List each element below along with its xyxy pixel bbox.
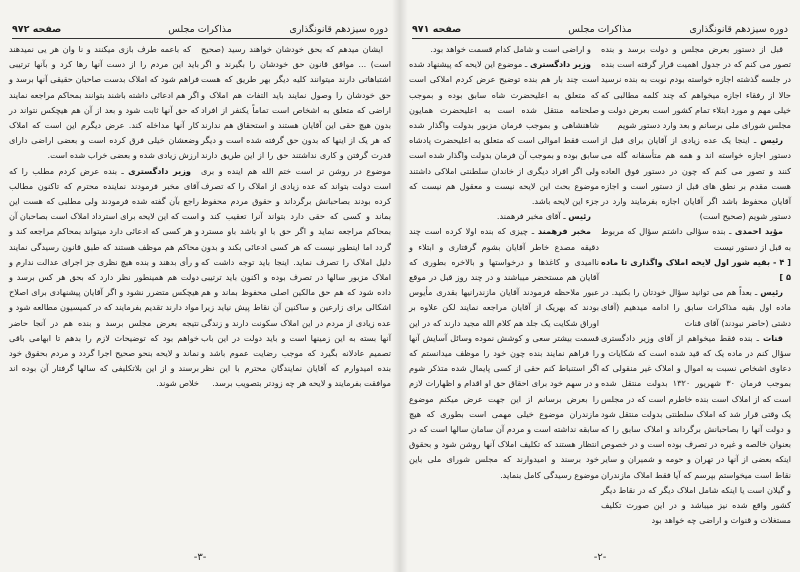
paragraph-text: و اراضی است و شامل کدام قسمت خواهد بود. (430, 44, 591, 54)
speaker-name: رئیس (760, 135, 783, 146)
paragraph-text: چیزی که بنده اولا کرده است چند دقیقه مصدع خاطر آقایان بشوم گرفتاری و ابتلاء و ناامیدی و کاغذها و درخواستها و بالاخره بطوری که آقایان هم مستحضر میباشند و در چند روز قبل در موقع عبور ملاحظه فرمودند آقایان مازندرانیها بقدری مأیوس بودند که بهریک از آقایان مراجعه نمایند لکن علاوه بر اوراق شکایت یک جلد هم کلام الله مجید دارند که در این قسمت بیشتر سعی و کوشش نموده وسائل آسایش آنها را فراهم نمایند بنده چون خود را موظف میدانستم که اگر استنباط کنم حقی از کسی پایمال شده متذکر شوم و در سهم خود برای احقاق حق او اقدام و اظهارات لازم را بعرض برسانم از این جهت عرض میکنم موضوع مازندران موضوع خیلی مهمی است بطوری که هیچ سابقه نداشته است و مردم آن سامان سالها است که در انتظار هستند که تکلیف املاک آنها روشن شود و بحقوق خود برسند و امیدوارند که مجلس شورای ملی باین موضوع رسیدگی کامل بنماید. (409, 226, 599, 480)
paragraph-text: که باعمه طرف بازی میکنند و نا وان هر یی نمیدهند باید این مردم را از دست آنها رها کرد و بآنها ترتیبی فراهم شود که املاک بدست صاحبان حقیقی آنها برسد و اگر هم ادعائی داشته باشند بتوانند بمحاکم مراجعه نمایند که حق آنها ثابت شود و بعد از آن هم هیچکس نتواند در کار آنها مداخله کند. عرض دیگرم این است که املاک وضعشان خیلی فرق کرده است و بعضی اراضی دارای ارزش زیادی شده و بعضی خراب شده است. (9, 44, 199, 161)
page-header (12, 24, 388, 39)
paragraph-text: موضوع این لایحه که پیشنهاد شده است چند بار هم بنده توضیح عرض کردم املاکی است که متعلق به اعلیحضرت شاه سابق بوده و بموجب صلحنامه منتقل شده است به اعلیحضرت همایون شاهنشاهی و بموجب فرمان مزبور بدولت واگذار شده است فقط اموالی است که متعلق به اعلیحضرت پادشاه سابق بوده و بموجب آن فرمان بدولت واگذار شده است ولی اگر افراد دیگری از خاندان سلطنتی املاکی داشتند موضوع بحث این لایحه نیست و معقول هم نیست که جزء این لایحه باشد. (409, 59, 599, 207)
page-971 (400, 0, 800, 572)
paragraph: رئیس ـ اینجا یک عده زیادی از آقایان برای قبل از دستور اجازه خواسته اند و همه هم متأسفانه گله می کنند و تصور می کنم که چون در دستور فوق العاده هست مقدم بر نطق های قبل از دستور است و اجازه آقایان محفوظ باشد اگر آقایان اجازه بفرمایند وارد در دستور شویم (صحیح است) (601, 135, 791, 222)
paragraph-text: آقای مخبر فرهمند. (496, 211, 561, 222)
running-title: مذاکرات مجلس (568, 24, 632, 35)
paragraph: وزیر دادگستری ـ موضوع این لایحه که پیشنهاد شده است چند بار هم بنده توضیح عرض کردم املاکی است که متعلق به اعلیحضرت شاه سابق بوده و بموجب صلحنامه منتقل شده است به اعلیحضرت همایون شاهنشاهی و بموجب فرمان مزبور بدولت واگذار شده است فقط اموالی است که متعلق به اعلیحضرت پادشاه سابق بوده و بموجب آن فرمان بدولت واگذار شده است ولی اگر افراد دیگری از خاندان سلطنتی املاکی داشتند موضوع بحث این لایحه نیست و معقول هم نیست که جزء این لایحه باشد. (409, 59, 599, 207)
speaker-name: وزیر دادگستری (529, 59, 592, 70)
paragraph: وزیر دادگستری ـ بنده عرض کردم مطلب را که آقای مخبر فرمودند نماینده محترم که تاکنون مطالب راجع بآن گفته شده فرمودند ولی مطلبی که هست این است که این لایحه برای استرداد املاک است بصاحبان آن و هر کسی که ادعائی دارد میتواند بمحاکم مراجعه کند و محاکم هم موظف هستند که طبق قانون رسیدگی نمایند و رأی بدهند و بنده هیچ نظری جز اجرای عدالت ندارم و دولت هم همینطور نظر دارد که بحق هر کس برسد و هیچکس متضرر نشود و اگر آقایان پیشنهادی برای اصلاح مواد دارند تقدیم بفرمایند که در کمیسیون مطالعه شود و نتیجه بعرض مجلس برسد و بنده هم در آنجا حاضر خواهم بود که توضیحات لازم را بدهم تا ابهامی باقی نماند و لایحه بنحو صحیح اجرا گردد و مردم بحقوق خود برسند و از این بلاتکلیفی که سالها گرفتار آن بوده اند خلاص شوند. (9, 165, 199, 389)
paragraph-text: بنده سؤالی داشتم سؤال که مربوط به قبل از دستور نیست (601, 226, 791, 252)
speaker-name: مؤید احمدی (734, 226, 783, 237)
paragraph-text: بنده فقط میخواهم از آقای وزیر دادگستری سؤال کنم در ماده یک که قید شده است که شکایات و دعاوی اشخاص نسبت به اموال و املاک غیر منقولی که بموجب فرمان ۳۰ شهریور ۱۳۲۰ بدولت منتقل شده است که از املاک است بنده خاطرم است که در مجلس یک وقتی قرار شد که املاک سلطنتی بدولت منتقل شود و دولت آنها را بصاحبانش برگرداند و املاک سابق را که بعنوان خالصه و غیره در تصرف بوده است و در خصوص اینکه بعضی از آنها در تهران و حومه و شمیران و سایر نقاط است میخواستم بپرسم که آیا فقط املاک مازندران و گیلان است یا اینکه شامل املاک دیگر که در نقاط دیگر کشور واقع شده نیز میباشد و در این صورت تکلیف مستغلات و قنوات و اراضی چه خواهد بود (601, 332, 791, 526)
page-number: صفحه ۹۷۱ (412, 24, 462, 35)
period-label: دوره سیزدهم قانونگذاری (689, 24, 788, 35)
running-title: مذاکرات مجلس (168, 24, 232, 35)
paragraph: مخبر فرهمند ـ چیزی که بنده اولا کرده است چند دقیقه مصدع خاطر آقایان بشوم گرفتاری و ابتلاء و ناامیدی و کاغذها و درخواستها و بالاخره بطوری که آقایان هم مستحضر میباشند و در چند روز قبل در موقع عبور ملاحظه فرمودند آقایان مازندرانیها بقدری مأیوس بودند که بهریک از آقایان مراجعه نمایند لکن علاوه بر اوراق شکایت یک جلد هم کلام الله مجید دارند که در این قسمت بیشتر سعی و کوشش نموده وسائل آسایش آنها را فراهم نمایند بنده چون خود را موظف میدانستم که اگر استنباط کنم حقی از کسی پایمال شده متذکر شوم و در سهم خود برای احقاق حق او اقدام و اظهارات لازم را بعرض برسانم از این جهت عرض میکنم موضوع مازندران موضوع خیلی مهمی است بطوری که هیچ سابقه نداشته است و مردم آن سامان سالها است که در انتظار هستند که تکلیف املاک آنها روشن شود و بحقوق خود برسند و امیدوارند که مجلس شورای ملی باین موضوع رسیدگی کامل بنماید. (409, 226, 599, 480)
book-gutter (392, 0, 408, 572)
speaker-name: رئیس (568, 211, 591, 222)
speaker-name: مخبر فرهمند (537, 226, 592, 237)
paragraph: رئیس ـ آقای مخبر فرهمند. (496, 211, 591, 222)
paragraph-text: بعداً هم می توانید سؤال خودتان را بکنید. در ماده اول بقیه مذاکرات سابق را ادامه میدهیم (آقای دشتی (حاضر نبودند) آقای قنات (601, 287, 791, 328)
paragraph: قنات ـ بنده فقط میخواهم از آقای وزیر دادگستری سؤال کنم در ماده یک که قید شده است که شکایات و دعاوی اشخاص نسبت به اموال و املاک غیر منقولی که بموجب فرمان ۳۰ شهریور ۱۳۲۰ بدولت منتقل شده است که از املاک است بنده خاطرم است که در مجلس یک وقتی قرار شد که املاک سلطنتی بدولت منتقل شود و دولت آنها را بصاحبانش برگرداند و املاک سابق را که بعنوان خالصه و غیره در تصرف بوده است و در خصوص اینکه بعضی از آنها در تهران و حومه و شمیران و سایر نقاط است میخواستم بپرسم که آیا فقط املاک مازندران و گیلان است یا اینکه شامل املاک دیگر که در نقاط دیگر کشور واقع شده نیز میباشد و در این صورت تکلیف مستغلات و قنوات و اراضی چه خواهد بود (601, 332, 791, 526)
paragraph (201, 42, 391, 392)
paragraph-text: اینجا یک عده زیادی از آقایان برای قبل از دستور اجازه خواسته اند و همه هم متأسفانه گله می کنند و تصور می کنم که چون در دستور فوق العاده هست مقدم بر نطق های قبل از دستور است و اجازه آقایان محفوظ باشد اگر آقایان اجازه بفرمایند وارد در دستور شویم (صحیح است) (601, 135, 791, 222)
paragraph (601, 42, 791, 133)
page-footer-number: -۳- (193, 552, 207, 563)
paragraph-text: قبل از دستور بعرض مجلس و دولت برسد و بنده تصور می کنم که در جدول اهمیت قرار گرفته است بنده در جلسه گذشته اجازه خواسته بودم نوبت به بنده نرسید حالا از رفقاء اجازه میخواهم که چند کلمه مطالبی که خیلی مهم و مورد ابتلاء تمام کشور است بعرض دولت و مجلس شورای ملی برسانم و بعد وارد دستور شویم (601, 44, 791, 131)
paragraph: مؤید احمدی ـ بنده سؤالی داشتم سؤال که مربوط به قبل از دستور نیست (601, 226, 791, 252)
text-column-right (201, 42, 391, 392)
page-number: صفحه ۹۷۲ (12, 24, 62, 35)
speaker-name: رئیس (760, 287, 784, 298)
paragraph (409, 42, 599, 57)
section-heading (601, 255, 791, 285)
page-header (412, 24, 788, 39)
text-column-left (409, 42, 599, 483)
paragraph: رئیس ـ بعداً هم می توانید سؤال خودتان را بکنید. در ماده اول بقیه مذاکرات سابق را ادامه میدهیم (آقای دشتی (حاضر نبودند) آقای قنات (601, 287, 791, 328)
paragraph-text: [ ۴ - بقیه شور اول لایحه املاک واگذاری تا ماده ۵ ] (601, 256, 791, 283)
speaker-name: قنات (762, 332, 783, 343)
paragraph-text: بنده عرض کردم مطلب را که آقای مخبر فرمودند نماینده محترم که تاکنون مطالب راجع بآن گفته شده فرمودند ولی مطلبی که هست این است که این لایحه برای استرداد املاک است بصاحبان آن و هر کسی که ادعائی دارد میتواند بمحاکم مراجعه کند و محاکم هم موظف هستند که طبق قانون رسیدگی نمایند و رأی بدهند و بنده هیچ نظری جز اجرای عدالت ندارم و دولت هم همینطور نظر دارد که بحق هر کس برسد و هیچکس متضرر نشود و اگر آقایان پیشنهادی برای اصلاح مواد دارند تقدیم بفرمایند که در کمیسیون مطالعه شود و نتیجه بعرض مجلس برسد و بنده هم در آنجا حاضر خواهم بود که توضیحات لازم را بدهم تا ابهامی باقی نماند و لایحه بنحو صحیح اجرا گردد و مردم بحقوق خود برسند و از این بلاتکلیفی که سالها گرفتار آن بوده اند خلاص شوند. (9, 165, 199, 389)
period-label: دوره سیزدهم قانونگذاری (289, 24, 388, 35)
text-column-right (601, 42, 791, 529)
speaker-name: وزیر دادگستری (128, 165, 192, 176)
page-footer-number: -۲- (593, 552, 607, 563)
text-column-left (9, 42, 199, 392)
paragraph-text: ایشان میدهم که بحق خودشان خواهند رسید (صحیح است) ... موافق قانون حق خودشان را بگیرند و اگر اشتباهاتی دارند میتوانند کلیه دیگر بهر طریق که هست حق خودشان را وصول نمایند باید التفات هم املاک و اراضی که متعلق به اشخاص است تماماً یکنفر از افراد بدون هیچ حقی این آقایان هستند و استحقاق هم ندارند که هر یک از اینها که بدون حق گرفته شده است و دیگر قدرت گرفتن و کاری نداشتند حق را از این طریق دارند موضوع در روشن تر است ختم الله هم اینده و بری است دولت بتواند که عده زیادی از املاک را که تصرف کرده بودند بصاحبانش برگرداند و حقوق مردم محفوظ بماند و کسی که حقی دارد بتواند آنرا تعقیب کند و بمحاکم مراجعه نماید و اگر حق با او باشد باو مسترد گردد اما اینطور نیست که هر کسی ادعائی بکند و بدون دلیل املاک را تصرف نماید. اینجا باید توجه داشت که املاک مزبور سالها در تصرف بوده و اکنون باید ترتیبی داده شود که هم حق مالکین اصلی محفوظ بماند و هم اشکالی برای زارعین و ساکنین آن نقاط پیش نیاید زیرا عده زیادی از مردم در این املاک سکونت دارند و زندگی آنها بسته به این زمینها است و باید دولت در این باب تصمیم عادلانه بگیرد که موجب رضایت عموم باشد و بنده امیدوارم که آقایان نمایندگان محترم با این نظر موافقت بفرمایند و لایحه هر چه زودتر بتصویب برسد. (201, 44, 391, 389)
paragraph (9, 42, 199, 164)
